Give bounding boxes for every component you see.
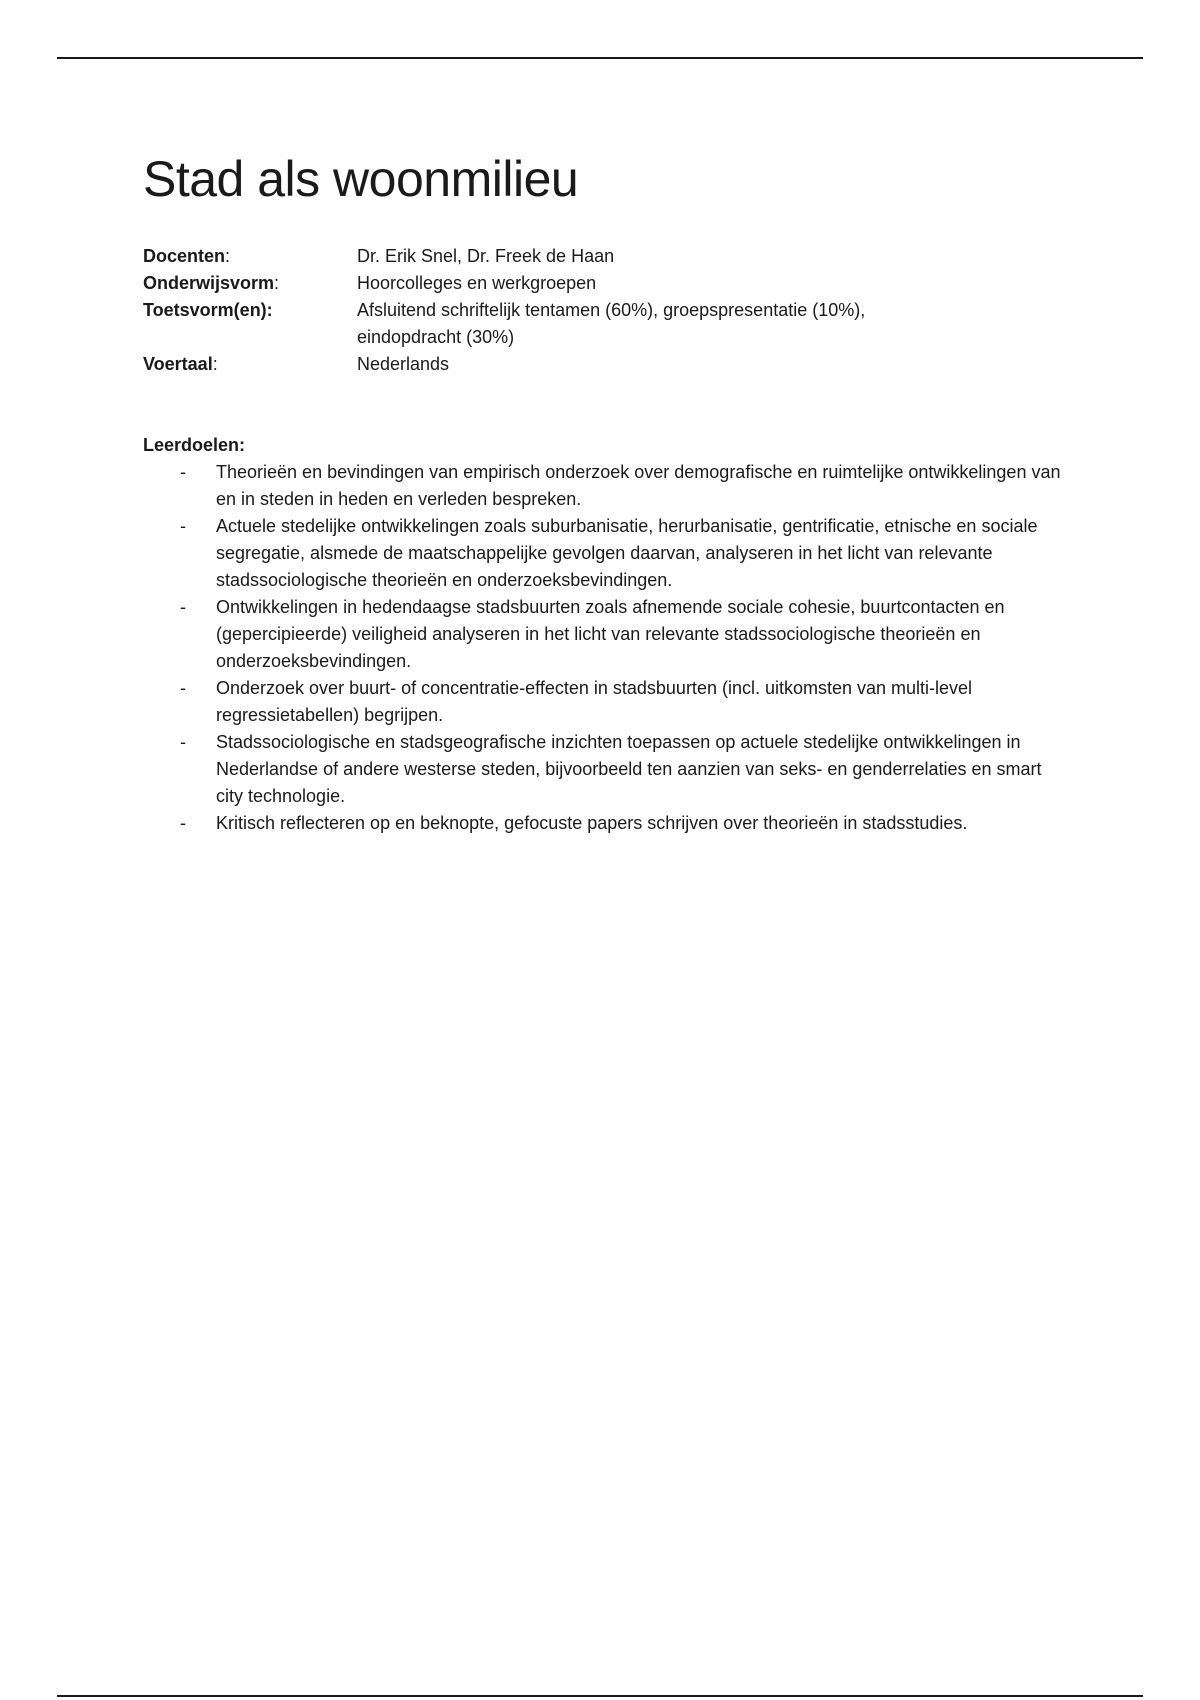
learning-goal-item [143,729,1063,810]
bullet-dash: - [180,462,186,482]
learning-goals-title: Leerdoelen: [143,435,246,455]
learning-goal-text: Actuele stedelijke ontwikkelingen zoals suburbanisatie, herurbanisatie, gentrificatie, etnische en sociale segregatie, alsmede de maatschappelijke gevolgen daarvan, analyseren in het licht van relevante stadssociologische theorieën en onderzoeksbevindingen. [216,516,1038,590]
bullet-dash: - [180,732,186,752]
learning-goal-text: Ontwikkelingen in hedendaagse stadsbuurten zoals afnemende sociale cohesie, buurtcontacten en (gepercipieerde) veiligheid analyseren in het licht van relevante stadssociologische theorieën en onderzoeksbevindingen. [216,597,1005,671]
meta-row-toetsvorm [143,297,1063,351]
learning-goal-item [143,675,1063,729]
bullet-dash: - [180,678,186,698]
learning-goals-section [143,432,1063,837]
footer-rule [57,1695,1143,1697]
meta-value-onderwijsvorm: Hoorcolleges en werkgroepen [357,273,597,293]
bullet-dash: - [180,813,186,833]
learning-goal-item [143,810,1063,837]
meta-value-voertaal: Nederlands [357,354,450,374]
document-body [143,148,1063,837]
learning-goal-text: Kritisch reflecteren op en beknopte, gefocuste papers schrijven over theorieën in stadsstudies. [216,813,968,833]
learning-goal-item [143,594,1063,675]
header-rule [57,57,1143,59]
meta-row-onderwijsvorm [143,270,1063,297]
meta-row-docenten [143,243,1063,270]
meta-label-suffix: : [212,354,218,374]
learning-goal-text: Onderzoek over buurt- of concentratie-effecten in stadsbuurten (incl. uitkomsten van multi-level regressietabellen) begrijpen. [216,678,973,725]
meta-label-docenten: Docenten [143,246,226,266]
meta-value-toetsvorm: Afsluitend schriftelijk tentamen (60%), groepspresentatie (10%), eindopdracht (30%) [357,300,866,347]
meta-label-toetsvorm: Toetsvorm(en): [143,300,273,320]
meta-value-docenten: Dr. Erik Snel, Dr. Freek de Haan [357,246,615,266]
page-title: Stad als woonmilieu [143,151,579,207]
meta-label-onderwijsvorm: Onderwijsvorm [143,273,275,293]
learning-goal-item [143,459,1063,513]
meta-row-voertaal [143,351,1063,378]
learning-goal-item [143,513,1063,594]
learning-goal-text: Theorieën en bevindingen van empirisch onderzoek over demografische en ruimtelijke ontwikkelingen van en in steden in heden en verleden bespreken. [216,462,1061,509]
learning-goals-list [143,459,1063,837]
meta-label-voertaal: Voertaal [143,354,213,374]
learning-goal-text: Stadssociologische en stadsgeografische inzichten toepassen op actuele stedelijke ontwikkelingen in Nederlandse of andere westerse steden, bijvoorbeeld ten aanzien van seks- en genderrelaties en smart city technologie. [216,732,1042,806]
meta-label-suffix: : [274,273,280,293]
bullet-dash: - [180,597,186,617]
meta-label-suffix: : [225,246,231,266]
course-meta [143,243,1063,378]
bullet-dash: - [180,516,186,536]
